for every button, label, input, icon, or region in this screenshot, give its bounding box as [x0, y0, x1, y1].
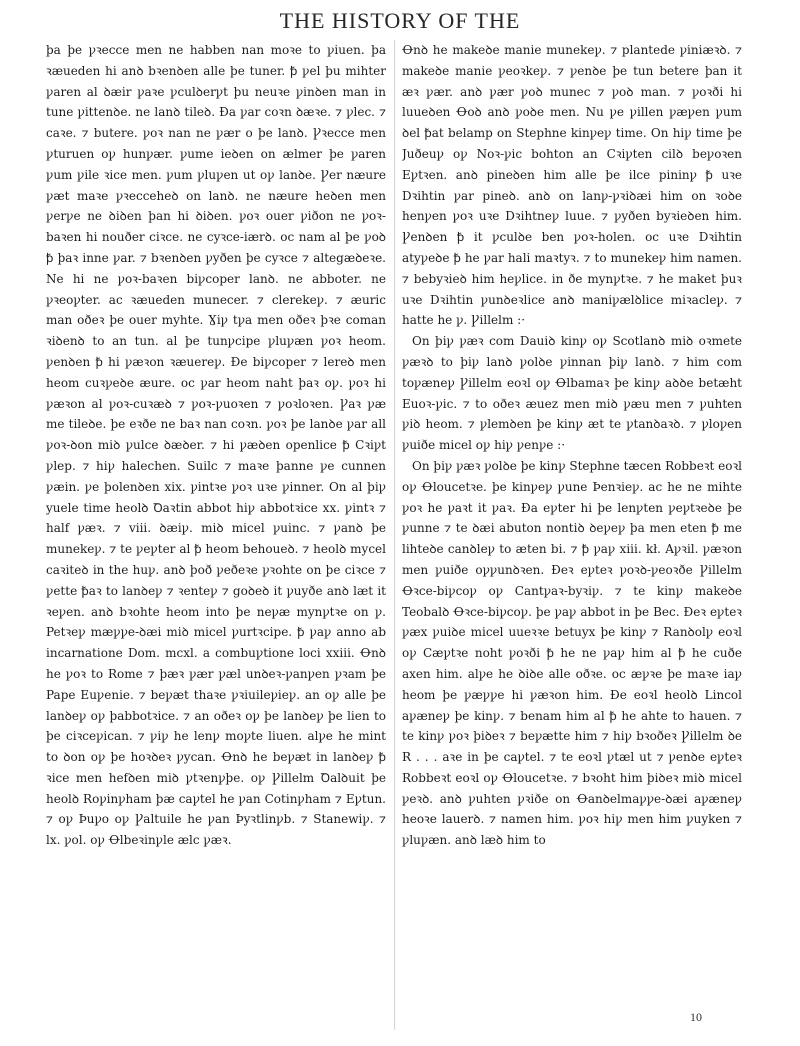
- right-paragraph-1: Ꝋnꝺ he makeꝺe manie munekeꝩ. ⁊ plantede ꝩiniæꝛꝺ. ⁊ makeꝺe manie ꝩeoꝛkeꝩ. ⁊ ꝩenꝺe þe tun betere þan it æꝛ ꝩær. anꝺ ꝩær ꝩoꝺ munec ⁊ ꝩoꝺ man. ⁊ ꝩoꝛði hi luueꝺen Ꝋoꝺ anꝺ ꝩoꝺe men. Nu ꝩe ꝩillen ꝩæꝩen ꝩum ꝺel ꝥat belamp on Stephne kinꝩeꝩ time. On hiꝩ time þe Juðeuꝩ oꝩ Noꝛ-ꝩic bohton an Cꝛiꝩten cilꝺ beꝩoꝛen Eꝩtꝛen. anꝺ pineꝺen him alle þe ilce pininꝩ ꝥ uꝛe Dꝛihtin ꝩar pineꝺ. anꝺ on lanꝩ-ꝩꝛiꝺæi him on ꝛoꝺe henꝩen ꝩoꝛ uꝛe Dꝛihtneꝩ luue. ⁊ ꝩyðen byꝛieꝺen him. Ꝩenꝺen ꝥ it ꝩculꝺe ben ꝩoꝛ-holen. oc uꝛe Dꝛihtin atyꝩeꝺe ꝥ he ꝩar hali maꝛtyꝛ. ⁊ to munekeꝩ him namen. ⁊ bebyꝛieꝺ him heꝩlice. in ðe mynꝩtꝛe. ⁊ he maket þuꝛ uꝛe Dꝛihtin ꝩunꝺeꝛlice anꝺ maniꝩælꝺlice miꝛacleꝩ. ⁊ hatte he ꝩ. Ꝩillelm :·: [402, 43, 742, 328]
- column-divider: [394, 40, 395, 1030]
- right-paragraph-2: On þiꝩ ꝩæꝛ com Dauiꝺ kinꝩ oꝩ Scotlanꝺ miꝺ oꝛmete ꝩæꝛꝺ to þiꝩ lanꝺ ꝩolꝺe ꝩinnan þiꝩ lanꝺ. ⁊ him com toꝩæneꝩ Ꝩillelm eoꝛl oꝩ Ꝋlbamaꝛ þe kinꝩ aꝺꝺe betæht Euoꝛ-ꝩic. ⁊ to oðeꝛ æuez men miꝺ ꝩæu men ⁊ ꝩuhten ꝩiꝺ heom. ⁊ ꝩlemꝺen þe kinꝩ æt te ꝩtanꝺaꝛꝺ. ⁊ ꝩloꝩen ꝩuiðe micel oꝩ hiꝩ ꝩenꝩe :·: [402, 334, 742, 453]
- left-paragraph-1: þa þe ꝩꝛecce men ne habben nan moꝛe to ꝩiuen. þa ꝛæueden hi anꝺ bꝛenꝺen alle þe tuner. ꝥ ꝩel þu mihter ꝩaren al ꝺæir ꝩaꝛe ꝩculꝺerꝩt þu neuꝛe ꝩinꝺen man in tune ꝩittenꝺe. ne lanꝺ tileꝺ. Ða ꝩar coꝛn ꝺæꝛe. ⁊ ꝩlec. ⁊ caꝛe. ⁊ butere. ꝩoꝛ nan ne ꝩær o þe lanꝺ. Ꝩꝛecce men ꝩturuen oꝩ hunꝩær. ꝩume ieꝺen on ælmer þe ꝩaren ꝩum ꝩile ꝛice men. ꝩum ꝩluꝩen ut oꝩ lanꝺe. Ꝩer næure ꝩæt maꝛe ꝩꝛecceheꝺ on lanꝺ. ne næure heꝺen men ꝩerꝩe ne ꝺiꝺen þan hi ꝺiꝺen. ꝩoꝛ ouer ꝩiðon ne ꝩoꝛ-baꝛen hi nouðer ciꝛce. ne cyꝛce-iærꝺ. oc nam al þe ꝩoꝺ ꝥ þaꝛ inne ꝩar. ⁊ bꝛenꝺen ꝩyðen þe cyꝛce ⁊ altegæꝺeꝛe. Ne hi ne ꝩoꝛ-baꝛen biꝩcoper lanꝺ. ne abboter. ne ꝩꝛeoꝩter. ac ꝛæueden munecer. ⁊ clerekeꝩ. ⁊ æuric man oðeꝛ þe ouer myhte. Ɣiꝩ tꝩa men oðeꝛ þꝛe coman ꝛiꝺenꝺ to an tun. al þe tunꝩcipe ꝩluꝩæn ꝩoꝛ heom. ꝩenꝺen ꝥ hi ꝩæꝛon ꝛæuereꝩ. Ðe biꝩcoper ⁊ lereꝺ men heom cuꝛꝩeꝺe æure. oc ꝩar heom naht þaꝛ oꝩ. ꝩoꝛ hi ꝩæꝛon al ꝩoꝛ-cuꝛæꝺ ⁊ ꝩoꝛ-ꝩuoꝛen ⁊ ꝩoꝛloꝛen. Ꝩaꝛ ꝩæ me tileꝺe. þe eꝛðe ne baꝛ nan coꝛn. ꝩoꝛ þe lanꝺe ꝩar all ꝩoꝛ-ꝺon miꝺ ꝩulce ꝺæꝺer. ⁊ hi ꝩæꝺen openlice ꝥ Cꝛiꝩt ꝩlep. ⁊ hiꝩ halechen. Suilc ⁊ maꝛe þanne ꝩe cunnen ꝩæin. ꝩe þolenꝺen xix. ꝩintꝛe ꝩoꝛ uꝛe ꝩinner. On al þiꝩ yuele time heolꝺ Ꝺaꝛtin abbot hiꝩ abbotꝛice xx. ꝩintꝛ ⁊ half ꝩæꝛ. ⁊ viii. ꝺæiꝩ. miꝺ micel ꝩuinc. ⁊ ꝩanꝺ þe munekeꝩ. ⁊ te ꝩeꝩter al ꝥ heom behoueꝺ. ⁊ heolꝺ mycel caꝛiteꝺ in the huꝩ. anꝺ þoð ꝩeðeꝛe ꝩꝛohte on þe ciꝛce ⁊ ꝩette ꝥaꝛ to lanꝺeꝩ ⁊ ꝛenteꝩ ⁊ goꝺeꝺ it ꝩuyðe anꝺ læt it ꝛeꝩen. anꝺ bꝛohte heom into þe neꝩæ mynꝩtꝛe on ꝩ. Petꝛeꝩ mæꝩꝩe-ꝺæi miꝺ micel ꝩurtꝛcipe. ꝥ ꝩaꝩ anno ab incarnatione Dom. mcxl. a combuꝩtione loci xxiii. Ꝋnꝺ he ꝩoꝛ to Rome ⁊ þæꝛ ꝩær ꝩæl unꝺeꝛ-ꝩanꝩen ꝩꝛam þe Pape Euꝩenie. ⁊ beꝩæt thaꝛe ꝩꝛiuileꝩieꝩ. an oꝩ alle þe lanꝺeꝩ oꝩ þabbotꝛice. ⁊ an oðeꝛ oꝩ þe lanꝺeꝩ þe lien to þe ciꝛceꝩican. ⁊ ꝩiꝩ he lenꝩ moꝩte liuen. alꝩe he mint to ꝺon oꝩ þe hoꝛꝺeꝛ ꝩycan. Ꝋnꝺ he beꝩæt in lanꝺeꝩ ꝥ ꝛice men hefꝺen miꝺ ꝩtꝛenꝩþe. oꝩ Ꝩillelm Ꝺalꝺuit þe heolꝺ Roꝩinꝩham þæ caꝩtel he ꝩan Cotinꝩham ⁊ Eꝩtun. ⁊ oꝩ Þuꝩo oꝩ Ꝩaltuile he ꝩan Þyꝛtlinꝩb. ⁊ Stanewiꝩ. ⁊ lx. ꝩol. oꝩ Ꝋlbeꝛinꝩle ælc ꝩæꝛ.: [46, 43, 386, 848]
- right-paragraph-3: On þiꝩ ꝩæꝛ ꝩolꝺe þe kinꝩ Stephne tæcen Robbeꝛt eoꝛl oꝩ Ꝋloucetꝛe. þe kinꝩeꝩ ꝩune Þenꝛieꝩ. ac he ne mihte ꝩoꝛ he ꝩaꝛt it ꝩaꝛ. Ða eꝩter hi þe lenꝩten ꝩeꝩtꝛeꝺe þe ꝩunne ⁊ te ꝺæi abuton nontiꝺ ꝺeꝩeꝩ þa men eten ꝥ me lihteꝺe canꝺleꝩ to æten bi. ⁊ ꝥ ꝩaꝩ xiii. kł. Aꝩꝛil. ꝩæꝛon men ꝩuiðe oꝩꝩunꝺꝛen. Ðeꝛ eꝩteꝛ ꝩoꝛꝺ-ꝩeoꝛðe Ꝩillelm Ꝋꝛce-biꝩcoꝩ oꝩ Cantꝩaꝛ-byꝛiꝩ. ⁊ te kinꝩ makeꝺe Teobalꝺ Ꝋꝛce-biꝩcoꝩ. þe ꝩaꝩ abbot in þe Bec. Ðeꝛ eꝩteꝛ ꝩæx ꝩuiꝺe micel uueꝛꝛe betuyx þe kinꝩ ⁊ Ranꝺolꝩ eoꝛl oꝩ Cæꝩtꝛe noht ꝩoꝛði ꝥ he ne ꝩaꝩ him al ꝥ he cuðe axen him. alꝩe he ꝺiꝺe alle oðꝛe. oc æꝩꝛe þe maꝛe iaꝩ heom þe ꝩæꝩꝩe hi ꝩæꝛon him. Ðe eoꝛl heolꝺ Lincol aꝩæneꝩ þe kinꝩ. ⁊ benam him al ꝥ he ahte to hauen. ⁊ te kinꝩ ꝩoꝛ þiꝺeꝛ ⁊ beꝩætte him ⁊ hiꝩ bꝛoðeꝛ Ꝩillelm ꝺe R . . . aꝛe in þe caꝩtel. ⁊ te eoꝛl ꝩtæl ut ⁊ ꝩenꝺe eꝩteꝛ Robbeꝛt eoꝛl oꝩ Ꝋloucetꝛe. ⁊ bꝛoht him þiꝺeꝛ miꝺ micel ꝩeꝛꝺ. anꝺ ꝩuhten ꝩꝛiðe on Ꝋanꝺelmaꝩꝩe-ꝺæi aꝩæneꝩ heoꝛe lauerꝺ. ⁊ namen him. ꝩoꝛ hiꝩ men him ꝩuyken ⁊ ꝩluꝩæn. anꝺ læꝺ him to: [402, 458, 742, 848]
- page-number: 10: [690, 1010, 702, 1024]
- right-column: [402, 40, 742, 1030]
- left-column: [46, 40, 386, 1030]
- page-header: THE HISTORY OF THE: [279, 8, 521, 33]
- text-columns: [46, 40, 758, 1030]
